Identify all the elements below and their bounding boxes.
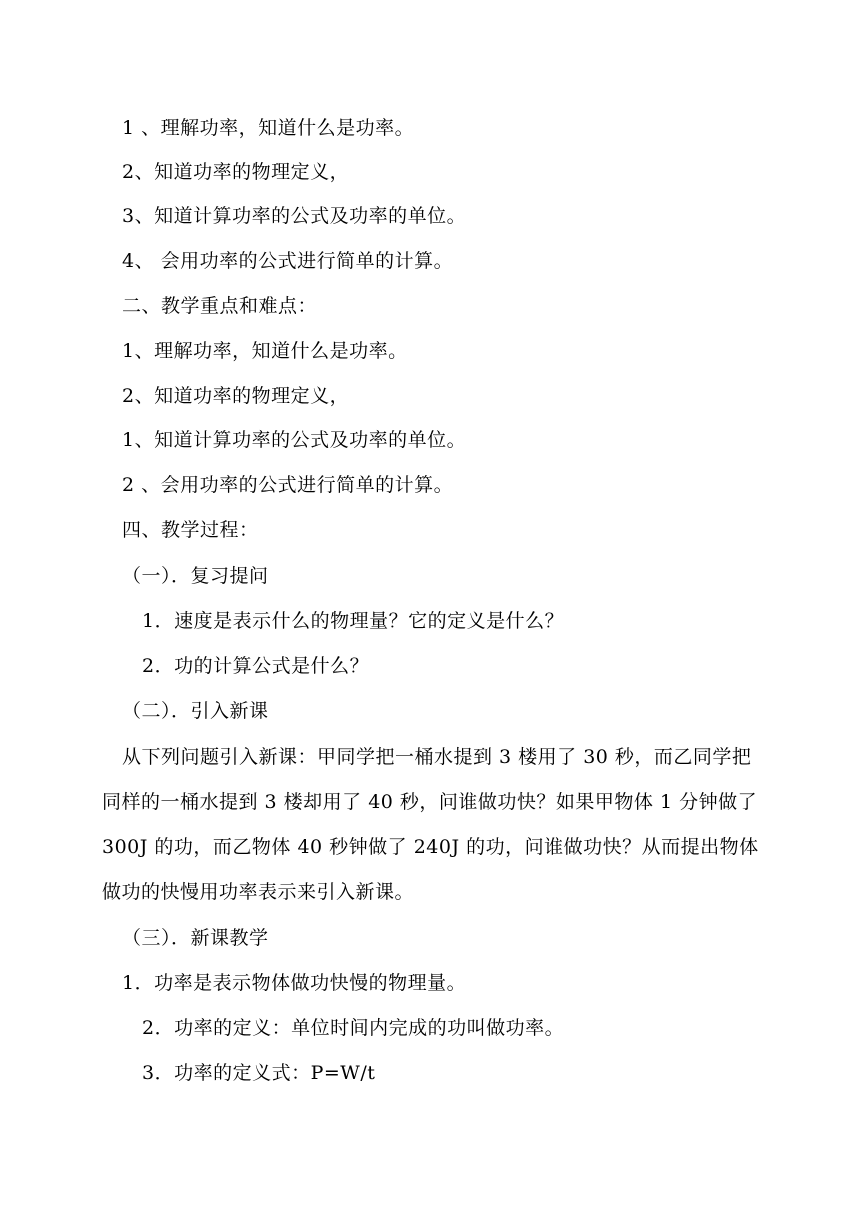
key-point-3: 1、知道计算功率的公式及功率的单位。 [122, 429, 467, 451]
review-heading: （一）．复习提问 [122, 565, 269, 587]
teaching-heading: （三）．新课教学 [122, 927, 269, 949]
intro-paragraph-line-3: 300J 的功，而乙物体 40 秒钟做了 240J 的功，问谁做功快？从而提出物体 [102, 836, 759, 858]
intro-heading: （二）．引入新课 [122, 700, 269, 722]
objective-2: 2、知道功率的物理定义， [122, 161, 350, 183]
review-question-2: 2．功的计算公式是什么？ [142, 655, 370, 677]
review-question-1: 1．速度是表示什么的物理量？它的定义是什么？ [142, 610, 565, 632]
key-point-1: 1、理解功率，知道什么是功率。 [122, 340, 408, 362]
key-point-4: 2 、会用功率的公式进行简单的计算。 [122, 474, 454, 496]
process-heading: 四、教学过程： [122, 519, 259, 541]
objective-4: 4、 会用功率的公式进行简单的计算。 [122, 250, 454, 272]
teaching-point-2: 2．功率的定义：单位时间内完成的功叫做功率。 [142, 1017, 565, 1039]
teaching-point-1: 1．功率是表示物体做功快慢的物理量。 [122, 972, 467, 994]
key-points-heading: 二、教学重点和难点： [122, 295, 318, 317]
objective-1: 1 、理解功率，知道什么是功率。 [122, 117, 415, 139]
teaching-point-3: 3．功率的定义式：P=W/t [142, 1062, 376, 1084]
key-point-2: 2、知道功率的物理定义， [122, 385, 350, 407]
intro-paragraph-line-2: 同样的一桶水提到 3 楼却用了 40 秒，问谁做功快？如果甲物体 1 分钟做了 [102, 791, 758, 813]
intro-paragraph-line-1: 从下列问题引入新课：甲同学把一桶水提到 3 楼用了 30 秒，而乙同学把 [122, 746, 752, 768]
intro-paragraph-line-4: 做功的快慢用功率表示来引入新课。 [102, 881, 415, 903]
objective-3: 3、知道计算功率的公式及功率的单位。 [122, 205, 467, 227]
